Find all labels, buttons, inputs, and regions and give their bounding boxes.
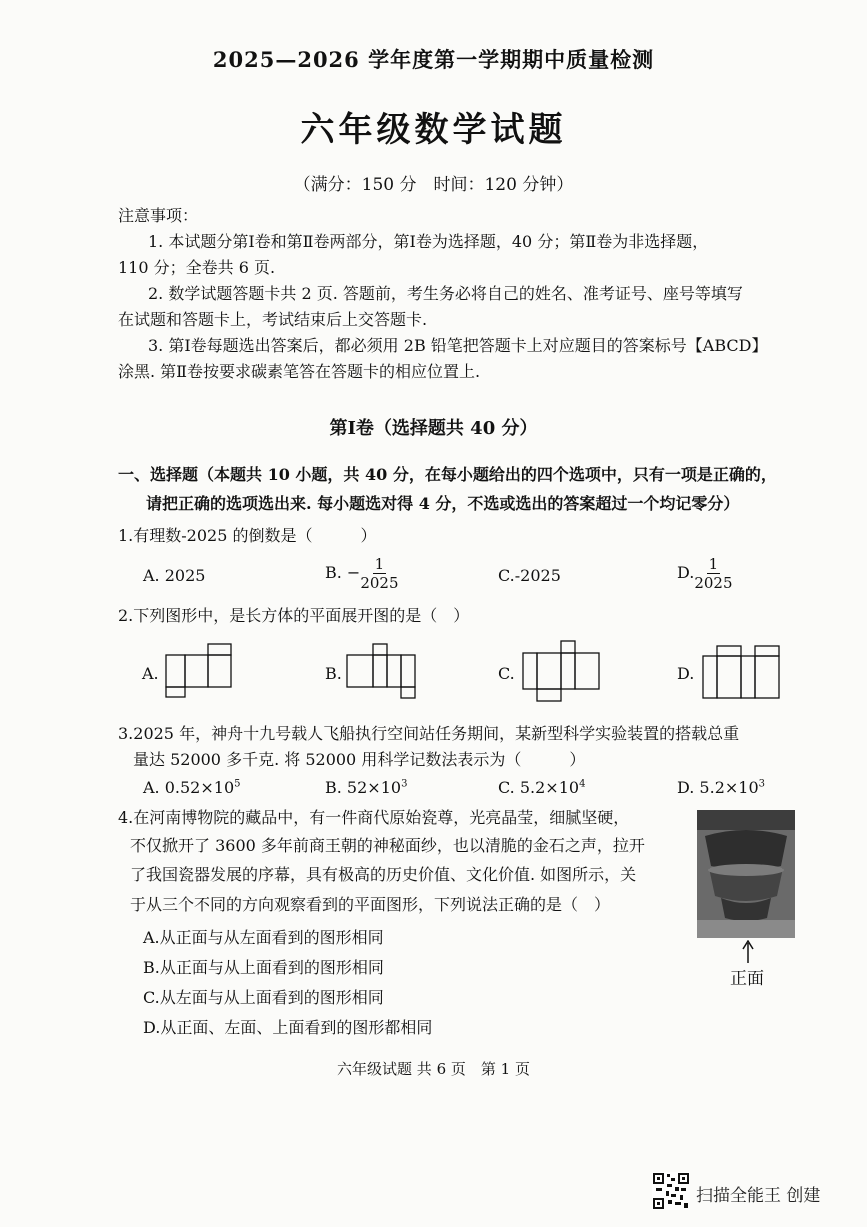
q2-option-d-net-figure	[702, 643, 784, 701]
q3-stem-line-1: 3.2025 年，神舟十九号载人飞船执行空间站任务期间，某新型科学实验装置的搭载总重	[118, 724, 740, 743]
note-1-line-2: 110 分；全卷共 6 页.	[118, 258, 276, 277]
q3-option-a-base: A. 0.52×10	[143, 778, 235, 797]
q2-option-b-net-figure	[346, 643, 418, 701]
section-title: 第Ⅰ卷（选择题共 40 分）	[329, 418, 538, 439]
q3-option-c	[498, 778, 585, 797]
page-footer: 六年级试题 共 6 页 第 1 页	[337, 1060, 530, 1078]
q3-option-c-base: C. 5.2×10	[498, 778, 580, 797]
q1-option-d	[677, 555, 733, 592]
q1-stem: 1.有理数-2025 的倒数是（ ）	[118, 526, 377, 545]
q3-option-b-base: B. 52×10	[325, 778, 402, 797]
notes-heading: 注意事项：	[118, 206, 199, 225]
q3-option-d-exponent: 3	[758, 778, 766, 790]
front-view-label: 正面	[730, 969, 764, 989]
scanner-watermark: 扫描全能王 创建	[696, 1186, 821, 1206]
q1-option-d-numerator: 1	[708, 555, 719, 573]
note-3-line-2: 涂黑. 第Ⅱ卷按要求碳素笔答在答题卡的相应位置上.	[118, 362, 481, 381]
q1-option-b-denominator: 2025	[360, 574, 399, 592]
exam-term: 2025—2026 学年度第一学期期中质量检测	[212, 47, 655, 72]
q2-option-c-label: C.	[498, 664, 515, 683]
q4-stem-line-2: 不仅掀开了 3600 多年前商王朝的神秘面纱，也以清脆的金石之声，拉开	[130, 836, 645, 855]
up-arrow-icon	[740, 940, 756, 964]
q2-option-b-label: B.	[325, 664, 342, 683]
q3-option-c-exponent: 4	[579, 778, 586, 790]
note-1-line-1: 1. 本试题分第Ⅰ卷和第Ⅱ卷两部分，第Ⅰ卷为选择题，40 分；第Ⅱ卷为非选择题，	[148, 232, 709, 251]
q3-option-b-exponent: 3	[401, 778, 408, 790]
q3-stem-line-2: 量达 52000 多千克. 将 52000 用科学记数法表示为（ ）	[133, 750, 586, 769]
note-2-line-2: 在试题和答题卡上，考试结束后上交答题卡.	[118, 310, 428, 329]
qr-code-icon	[652, 1172, 690, 1210]
porcelain-zun-photo	[697, 810, 795, 938]
q1-option-b-fraction	[360, 555, 398, 592]
q4-stem-line-3: 了我国瓷器发展的序幕，具有极高的历史价值、文化价值. 如图所示，关	[130, 865, 637, 884]
note-2-line-1: 2. 数学试题答题卡共 2 页. 答题前，考生务必将自己的姓名、准考证号、座号等填写	[148, 284, 743, 303]
q4-stem-line-4: 于从三个不同的方向观察看到的平面图形，下列说法正确的是（ ）	[130, 895, 611, 914]
q1-option-a: A. 2025	[143, 566, 206, 585]
q4-stem-line-1: 4.在河南博物院的藏品中，有一件商代原始瓷尊，光亮晶莹，细腻坚硬，	[118, 808, 630, 827]
q3-option-d	[677, 778, 765, 797]
section-instructions-line-1: 一、选择题（本题共 10 小题，共 40 分，在每小题给出的四个选项中，只有一项是正确的，	[118, 465, 777, 484]
q2-option-a-label: A.	[142, 664, 159, 683]
q1-option-c: C.-2025	[498, 566, 561, 585]
q1-option-d-denominator: 2025	[694, 574, 733, 592]
q4-option-c: C.从左面与从上面看到的图形相同	[143, 988, 384, 1007]
q1-option-b-numerator: 1	[374, 555, 385, 573]
q2-option-d-label: D.	[677, 664, 695, 683]
q3-option-b	[325, 778, 407, 797]
q4-option-b: B.从正面与从上面看到的图形相同	[143, 958, 384, 977]
note-3-line-1: 3. 第Ⅰ卷每题选出答案后，都必须用 2B 铅笔把答题卡上对应题目的答案标号【ABCD】	[148, 336, 768, 355]
q1-option-b-prefix: B. −	[325, 563, 361, 582]
q1-option-d-fraction	[694, 555, 732, 592]
page-title: 六年级数学试题	[300, 110, 567, 150]
q3-option-a	[143, 778, 241, 797]
score-time: （满分：150 分 时间：120 分钟）	[293, 175, 574, 195]
q1-option-d-prefix: D.	[677, 563, 695, 582]
q4-option-d: D.从正面、左面、上面看到的图形都相同	[143, 1018, 433, 1037]
q2-option-a-net-figure	[165, 643, 235, 701]
q3-option-a-exponent: 5	[234, 778, 241, 790]
q2-option-c-net-figure	[522, 640, 602, 704]
q3-option-d-base: D. 5.2×10	[677, 778, 759, 797]
section-instructions-line-2: 请把正确的选项选出来. 每小题选对得 4 分，不选或选出的答案超过一个均记零分）	[146, 494, 740, 513]
q2-stem: 2.下列图形中，是长方体的平面展开图的是（ ）	[118, 606, 470, 625]
q4-option-a: A.从正面与从左面看到的图形相同	[143, 928, 384, 947]
porcelain-zun-image	[697, 810, 795, 938]
q1-option-b	[325, 555, 399, 592]
